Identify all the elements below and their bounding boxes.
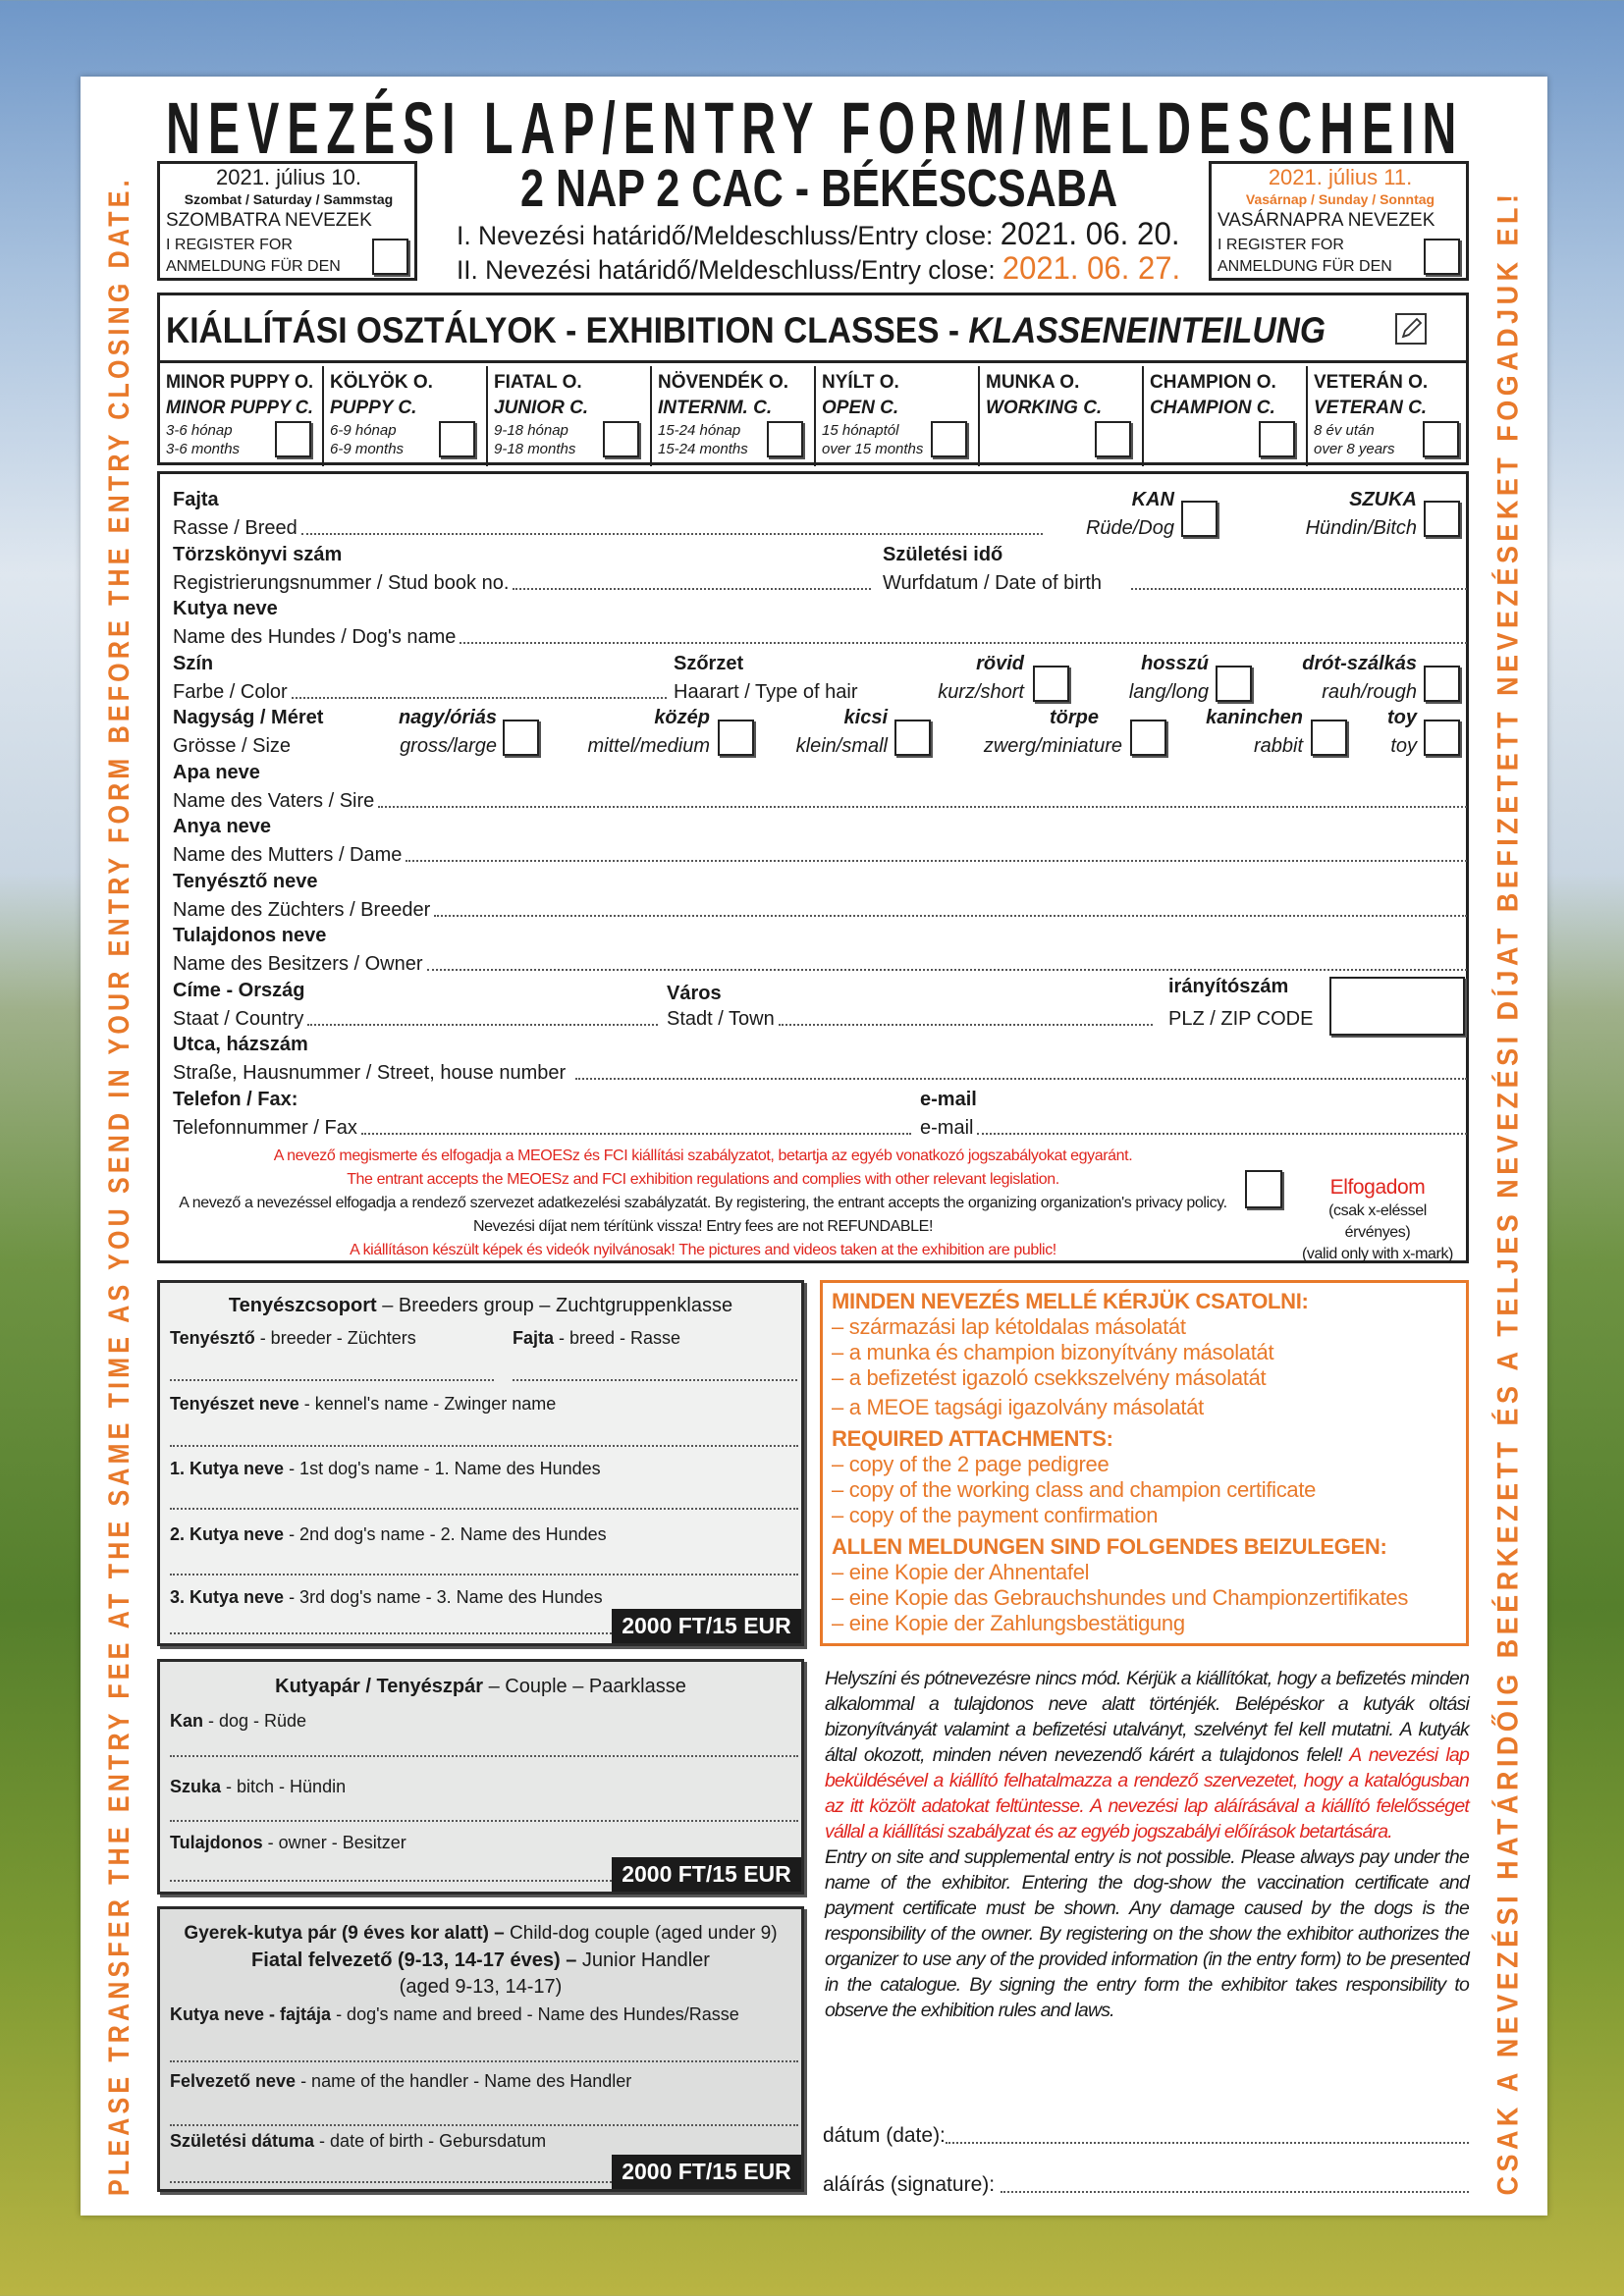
row-street: Utca, házszám Straße, Hausnummer / Street, house number — [160, 1033, 1472, 1087]
dog-breed-input[interactable] — [170, 2060, 798, 2062]
sire-field[interactable]: Name des Vaters / Sire — [173, 788, 1467, 814]
info-hungarian: Helyszíni és pótnevezésre nincs mód. Kérjük a kiállítókat, hogy a befizetés minden alkalommal a tulajdonos neve alatt történjék. Belépéskor a kutyák oltási bizonyítványát valamint a befizetési utalványt, szelvényt fel kell mutatni. A kutyák által okozott, minden néven nevezendő kárért a tulajdonos felel! A nevezési lap beküldésével a kiállító felhatalmazza a rendező szervezetet, hogy a katalógusban az itt közölt adatokat feltüntesse. A nevezési lap aláírásával a kiállító felelősséget vállal a kiállítási szabályzat és az egyéb jogszabályi előírások betartására. — [825, 1668, 1469, 1842]
zip-input[interactable] — [1329, 977, 1465, 1036]
day1-box — [157, 161, 417, 281]
disclaimer-rules-hu: A nevező megismerte és elfogadja a MEOESz és FCI kiállítási szabályzatot, betartja az egyéb vonatkozó jogszabályokat egyaránt. — [273, 1148, 1133, 1164]
day2-checkbox[interactable] — [1424, 239, 1460, 275]
day2-line2: ANMELDUNG FÜR DEN — [1218, 258, 1392, 275]
classes-title: KIÁLLÍTÁSI OSZTÁLYOK - EXHIBITION CLASSES - KLASSENEINTEILUNG — [166, 310, 1326, 350]
size-small-checkbox[interactable] — [894, 720, 931, 756]
junior-handler-title: Fiatal felvezető (9-13, 14-17 éves) – Junior Handler — [251, 1949, 710, 1971]
breed-input[interactable] — [513, 1379, 797, 1381]
price-tag: 2000 FT/15 EUR — [612, 1857, 801, 1892]
pencil-icon — [1395, 313, 1427, 345]
signature-field[interactable]: aláírás (signature): — [823, 2171, 1469, 2199]
class-champion: CHAMPION O. CHAMPION C. — [1144, 366, 1308, 466]
email-field[interactable]: e-mail — [920, 1115, 1467, 1141]
day1-checkbox[interactable] — [372, 239, 408, 275]
price-tag: 2000 FT/15 EUR — [612, 2155, 801, 2189]
junior-handler-box: Gyerek-kutya pár (9 éves kor alatt) – Child-dog couple (aged under 9) Fiatal felvezető (9-13, 14-17 éves) – Junior Handler (aged 9-13, 14-17) Kutya neve - fajtája - dog's name and breed - Name des Hundes/Rasse Felvezető neve - name of the handler - Name des Handler Születési dátuma - date of birth - Gebursdatum 2000 FT/15 EUR — [157, 1906, 804, 2192]
info-english-text: Entry on site and supplemental entry is not possible. Please always pay under the name of the exhibitor. Entering the dog-show the vaccination certificate and payment certificate must be shown. Any damage caused by the dogs is the responsibility of the owner. By registering on the show the exhibitor authorizes the organizer to use any of the provided information (in the entry form) to be presented in the catalogue. By signing the entry form the exhibitor takes responsibility to observe the exhibition rules and laws. — [825, 1846, 1469, 2021]
phone-field[interactable]: Telefonnummer / Fax — [173, 1115, 911, 1141]
day2-box — [1209, 161, 1469, 281]
class-veteran: VETERÁN O. VETERAN C. 8 év után over 8 years — [1308, 366, 1472, 466]
day2-date: 2021. július 11. — [1268, 165, 1413, 189]
class-puppy: KÖLYÖK O. PUPPY C. 6-9 hónap 6-9 months — [324, 366, 488, 466]
dam-field[interactable]: Name des Mutters / Dame — [173, 842, 1467, 868]
side-note-right: CSAK A NEVEZÉSI HATÁRIDŐIG BEÉRKEZETT ÉS A TELJES NEVEZÉSI DÍJAT BEFIZETETT NEVEZÉSEKET FOGADJUK EL! — [1491, 189, 1525, 2196]
disclaimer-privacy: A nevező a nevezéssel elfogadja a rendező szervezet adatkezelési szabályzatát. By registering, the entrant accepts the organizing organization's privacy policy. — [179, 1195, 1227, 1211]
row-dam: Anya neve Name des Mutters / Dame — [160, 815, 1472, 869]
breeder-field[interactable]: Name des Züchters / Breeder — [173, 897, 1467, 923]
couple-title: Kutyapár / Tenyészpár – Couple – Paarklasse — [275, 1676, 686, 1697]
row-sire: Apa neve Name des Vaters / Sire — [160, 761, 1472, 815]
dog2-input[interactable] — [170, 1574, 798, 1575]
handler-input[interactable] — [170, 2124, 798, 2126]
accept-checkbox[interactable] — [1245, 1170, 1282, 1208]
day2-line1: I REGISTER FOR — [1218, 237, 1344, 253]
breed-field[interactable]: Rasse / Breed — [173, 515, 1043, 541]
birthdate-input[interactable] — [170, 2181, 612, 2183]
deadline-2: II. Nevezési határidő/Meldeschluss/Entry close: 2021. 06. 27. — [457, 250, 1181, 286]
row-size: Nagyság / Méret Grösse / Size nagy/óriás gross/large közép mittel/medium kicsi klein/small törpe zwerg/miniature kaninchen rabbit toy toy — [160, 706, 1472, 760]
size-large-checkbox[interactable] — [503, 720, 539, 756]
dog-details-form — [157, 471, 1469, 1263]
classes-divider — [160, 360, 1466, 363]
exhibition-classes — [157, 293, 1469, 465]
price-tag: 2000 FT/15 EUR — [612, 1609, 801, 1643]
country-field[interactable]: Staat / Country — [173, 1006, 658, 1032]
class-minor-puppy: MINOR PUPPY O. MINOR PUPPY C. 3-6 hónap 3-6 months — [160, 366, 324, 466]
day1-days: Szombat / Saturday / Sammstag — [184, 191, 394, 207]
class-junior: FIATAL O. JUNIOR C. 9-18 hónap 9-18 months — [488, 366, 652, 466]
day2-register: VASÁRNAPRA NEVEZEK — [1218, 210, 1435, 231]
day1-date: 2021. július 10. — [216, 165, 361, 189]
owner-input[interactable] — [170, 1880, 612, 1882]
side-note-left: PLEASE TRANSFER THE ENTRY FEE AT THE SAME TIME AS YOU SEND IN YOUR ENTRY FORM BEFORE THE ENTRY CLOSING DATE. — [103, 176, 135, 2196]
date-field[interactable]: dátum (date): — [823, 2122, 1469, 2150]
disclaimer-rules-en: The entrant accepts the MEOESz and FCI exhibition regulations and complies with other relevant legislation. — [347, 1171, 1059, 1188]
day1-line2: ANMELDUNG FÜR DEN — [166, 258, 341, 275]
size-medium-checkbox[interactable] — [718, 720, 754, 756]
row-address: Címe - Ország Staat / Country Város Stadt / Town irányítószám PLZ / ZIP CODE — [160, 979, 1472, 1033]
row-breed: Fajta Rasse / Breed KAN Rüde/Dog SZUKA Hündin/Bitch — [160, 488, 1472, 542]
row-owner: Tulajdonos neve Name des Besitzers / Owner — [160, 924, 1472, 978]
junior-handler-age: (aged 9-13, 14-17) — [399, 1976, 563, 1998]
couple-box: Kutyapár / Tenyészpár – Couple – Paarklasse Kan - dog - Rüde Szuka - bitch - Hündin Tulajdonos - owner - Besitzer 2000 FT/15 EUR — [157, 1659, 804, 1895]
class-checkbox[interactable] — [931, 421, 967, 457]
breeders-group-title: Tenyészcsoport – Breeders group – Zuchtgruppenklasse — [228, 1295, 733, 1316]
row-studbook: Törzskönyvi szám Registrierungsnummer / Stud book no. Születési idő Wurfdatum / Date of birth — [160, 543, 1472, 597]
hair-short-checkbox[interactable] — [1033, 666, 1069, 702]
class-checkbox[interactable] — [767, 421, 803, 457]
day2-days: Vasárnap / Sunday / Sonntag — [1245, 191, 1435, 207]
city-field[interactable]: Stadt / Town — [667, 1006, 1153, 1032]
form-title: NEVEZÉSI LAP/ENTRY FORM/MELDESCHEIN — [166, 87, 1465, 169]
deadline-1: I. Nevezési határidő/Meldeschluss/Entry close: 2021. 06. 20. — [457, 216, 1180, 251]
class-checkbox[interactable] — [275, 421, 311, 457]
dog1-input[interactable] — [170, 1508, 798, 1510]
hair-rough-checkbox[interactable] — [1424, 666, 1460, 702]
accept-label: Elfogadom (csak x-eléssel érvényes) (valid only with x-mark) — [1302, 1176, 1453, 1262]
studbook-field[interactable]: Registrierungsnummer / Stud book no. — [173, 570, 871, 596]
breeder-input[interactable] — [170, 1379, 494, 1381]
day1-line1: I REGISTER FOR — [166, 237, 293, 253]
event-subtitle: 2 NAP 2 CAC - BÉKÉSCSABA — [520, 159, 1118, 218]
row-contact: Telefon / Fax: Telefonnummer / Fax e-mail e-mail — [160, 1088, 1472, 1142]
class-working: MUNKA O. WORKING C. — [980, 366, 1144, 466]
disclaimer-refund: Nevezési díjat nem térítünk vissza! Entry fees are not REFUNDABLE! — [472, 1218, 933, 1235]
required-attachments: MINDEN NEVEZÉS MELLÉ KÉRJÜK CSATOLNI: – származási lap kétoldalas másolatát – a munka és champion bizonyítvány másolatát – a befizetést igazoló csekkszelvény másolatát – a MEOE tagsági igazolvány másolatát REQUIRED ATTACHMENTS: – copy of the 2 page pedigree – copy of the working class and champion certificate – copy of the payment confirmation ALLEN MELDUNGEN SIND FOLGENDES BEIZULEGEN: – eine Kopie der Ahnentafel – eine Kopie das Gebrauchshundes und Championzertifikates – eine Kopie der Zahlungsbestätigung — [820, 1280, 1469, 1646]
day1-register: SZOMBATRA NEVEZEK — [166, 210, 372, 231]
info-text — [825, 1666, 1469, 2023]
class-checkbox[interactable] — [1259, 421, 1295, 457]
class-intermediate: NÖVENDÉK O. INTERNM. C. 15-24 hónap 15-24 months — [652, 366, 816, 466]
size-rabbit-checkbox[interactable] — [1311, 720, 1347, 756]
class-open: NYÍLT O. OPEN C. 15 hónaptól over 15 months — [816, 366, 980, 466]
male-checkbox[interactable] — [1181, 501, 1218, 537]
disclaimer-media: A kiállításon készült képek és videók nyilvánosak! The pictures and videos taken at the exhibition are public! — [350, 1242, 1056, 1258]
class-checkbox[interactable] — [1095, 421, 1131, 457]
owner-field[interactable]: Name des Besitzers / Owner — [173, 951, 1467, 977]
street-field[interactable]: Straße, Hausnummer / Street, house number — [173, 1060, 1467, 1086]
hair-long-checkbox[interactable] — [1216, 666, 1252, 702]
color-field[interactable]: Farbe / Color — [173, 679, 667, 705]
size-miniature-checkbox[interactable] — [1130, 720, 1166, 756]
dob-field[interactable]: Wurfdatum / Date of birth — [883, 570, 1467, 596]
class-checkbox[interactable] — [1423, 421, 1459, 457]
dog-input[interactable] — [170, 1755, 798, 1757]
dog3-input[interactable] — [170, 1632, 612, 1634]
dogname-field[interactable]: Name des Hundes / Dog's name — [173, 624, 1467, 650]
child-couple-title: Gyerek-kutya pár (9 éves kor alatt) – Child-dog couple (aged under 9) — [184, 1923, 778, 1944]
class-checkbox[interactable] — [603, 421, 639, 457]
bitch-input[interactable] — [170, 1820, 798, 1822]
row-dogname: Kutya neve Name des Hundes / Dog's name — [160, 597, 1472, 651]
breeders-group-box: Tenyészcsoport – Breeders group – Zuchtgruppenklasse Tenyésztő - breeder - Züchters Fajta - breed - Rasse Tenyészet neve - kennel's name - Zwinger name 1. Kutya neve - 1st dog's name - 1. Name des Hundes 2. Kutya neve - 2nd dog's name - 2. Name des Hundes 3. Kutya neve - 3rd dog's name - 3. Name des Hundes 2000 FT/15 EUR — [157, 1280, 804, 1646]
size-toy-checkbox[interactable] — [1424, 720, 1460, 756]
class-checkbox[interactable] — [439, 421, 475, 457]
row-breeder: Tenyésztő neve Name des Züchters / Breeder — [160, 870, 1472, 924]
female-checkbox[interactable] — [1424, 501, 1460, 537]
kennel-input[interactable] — [170, 1445, 798, 1447]
row-color: Szín Farbe / Color Szőrzet Haarart / Type of hair rövid kurz/short hosszú lang/long drót-szálkás rauh/rough — [160, 652, 1472, 706]
